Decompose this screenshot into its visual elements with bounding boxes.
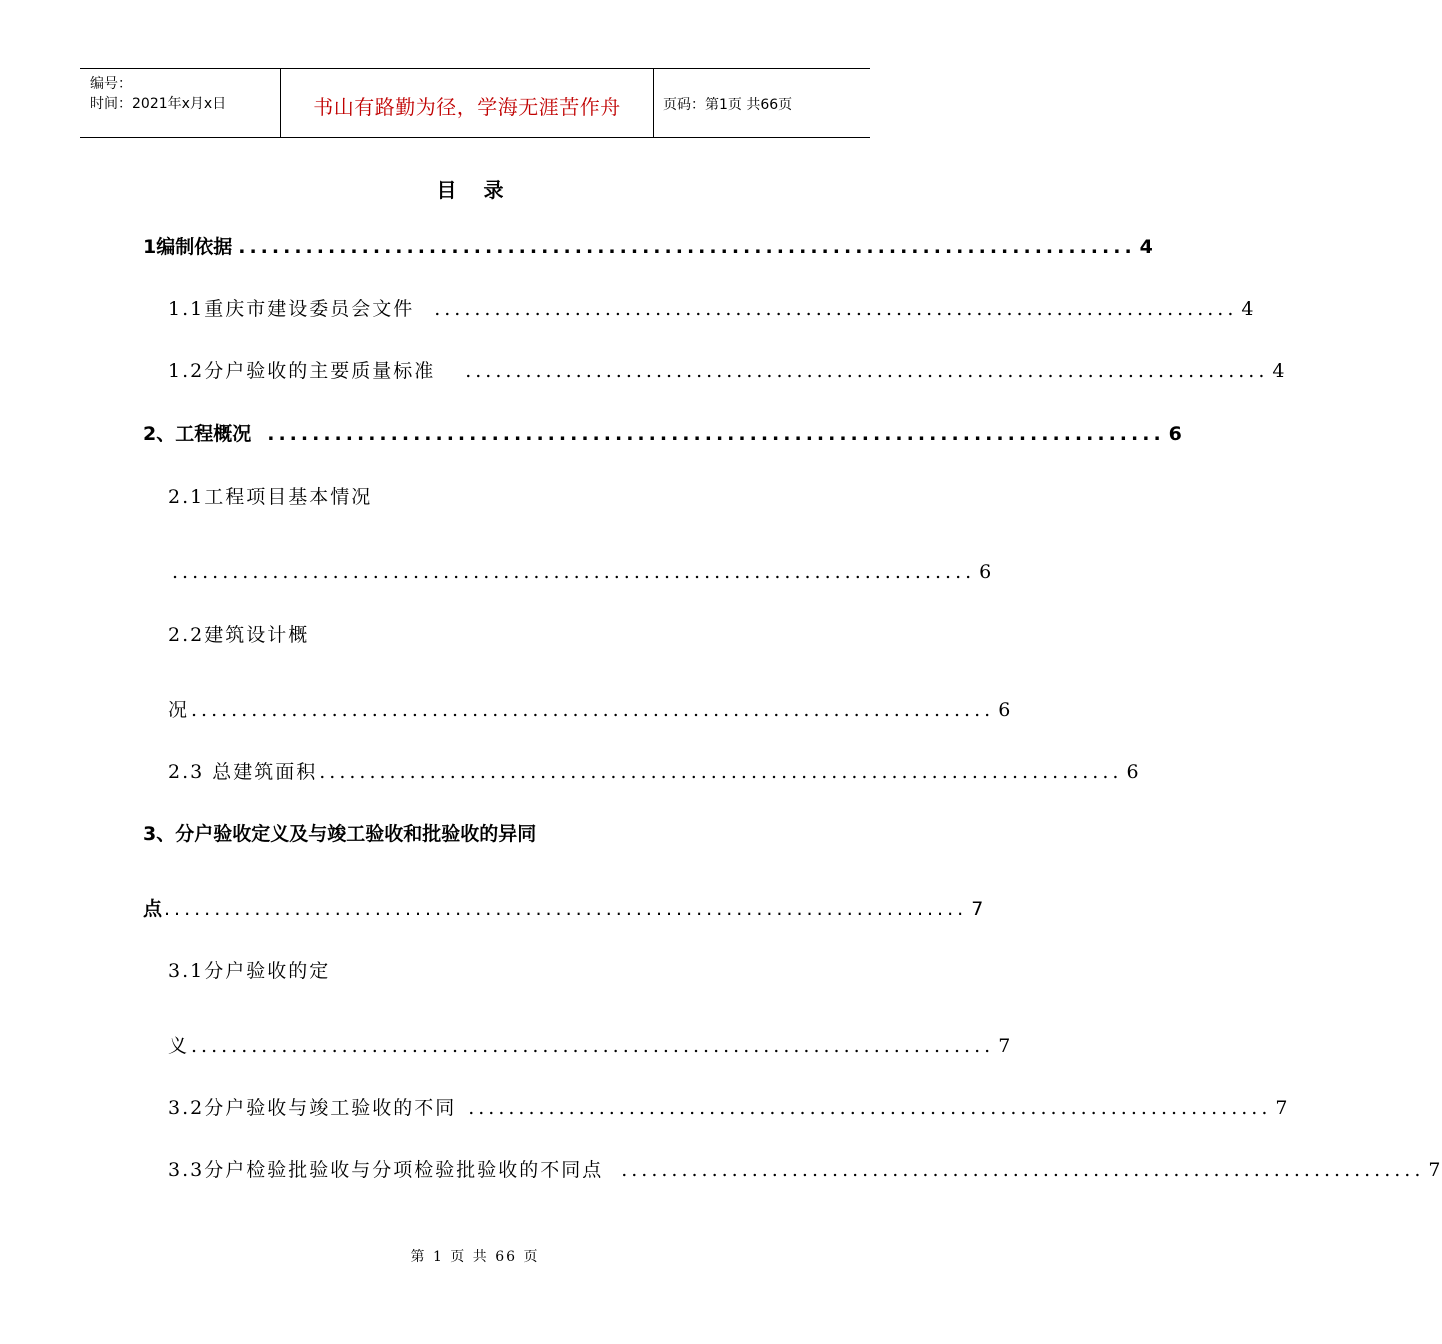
- toc-entry-page: 4: [1272, 360, 1287, 382]
- toc-entry-text: 1编制依据: [143, 236, 233, 258]
- toc-entry-text: 3.3分户检验批验收与分项检验批验收的不同点: [168, 1159, 604, 1181]
- toc-entry[interactable]: [168, 297, 1256, 321]
- toc-entry[interactable]: [168, 359, 1287, 383]
- motto-text: 书山有路勤为径，学海无涯苦作舟: [313, 95, 621, 119]
- toc-entry-text[interactable]: 2.1工程项目基本情况: [168, 486, 373, 508]
- toc-entry-page: 6: [1168, 423, 1182, 445]
- toc-entry[interactable]: [168, 760, 1141, 784]
- toc-entry-page: 6: [979, 561, 994, 583]
- toc-entry-text-continued: 况: [168, 699, 190, 721]
- toc-leader-dots: ................................................................................: [172, 561, 976, 583]
- toc-entry-page: 7: [971, 898, 984, 920]
- toc-entry-page: 7: [998, 1035, 1013, 1057]
- toc-entry-text[interactable]: 2.2建筑设计概: [168, 624, 310, 646]
- toc-entry-page: 4: [1139, 236, 1153, 258]
- document-date-label: 时间：2021年x月x日: [90, 96, 227, 112]
- toc-leader-dots: ................................................................................: [621, 1159, 1425, 1181]
- toc-entry-text: 2.3 总建筑面积: [168, 761, 318, 783]
- toc-entry[interactable]: [143, 235, 1153, 259]
- toc-entry[interactable]: [143, 897, 984, 921]
- toc-entry-text: 1.1重庆市建设委员会文件: [168, 298, 415, 320]
- toc-entry[interactable]: [143, 422, 1182, 446]
- toc-entry-text: 1.2分户验收的主要质量标准: [168, 360, 436, 382]
- header-page-cell: [653, 69, 870, 137]
- toc-entry-text: 2、工程概况: [143, 423, 252, 445]
- toc-entry-text-continued: 点: [143, 898, 163, 920]
- toc-leader-dots: ................................................................................: [434, 298, 1238, 320]
- toc-leader-dots: ................................................................................: [267, 423, 1165, 445]
- document-header: [80, 68, 870, 138]
- toc-leader-dots: ................................................................................: [164, 898, 968, 920]
- toc-entry[interactable]: [172, 560, 994, 584]
- toc-entry-text[interactable]: 3.1分户验收的定: [168, 960, 331, 982]
- header-page-info: 页码：第1页 共66页: [663, 97, 793, 113]
- header-motto-cell: [280, 69, 654, 137]
- toc-leader-dots: ................................................................................: [468, 1097, 1272, 1119]
- toc-entry-text: 3.2分户验收与竣工验收的不同: [168, 1097, 457, 1119]
- toc-leader-dots: ................................................................................: [465, 360, 1269, 382]
- toc-entry-page: 4: [1241, 298, 1256, 320]
- toc-entry[interactable]: [168, 1096, 1290, 1120]
- toc-entry-page: 7: [1275, 1097, 1290, 1119]
- page-footer: 第 1 页 共 66 页: [410, 1249, 540, 1265]
- toc-leader-dots: ................................................................................: [191, 1035, 995, 1057]
- toc-leader-dots: ................................................................................: [319, 761, 1123, 783]
- header-meta-cell: [80, 69, 280, 137]
- toc-entry-page: 6: [998, 699, 1013, 721]
- toc-entry-text[interactable]: 3、分户验收定义及与竣工验收和批验收的异同: [143, 823, 537, 845]
- toc-entry-text-continued: 义: [168, 1035, 190, 1057]
- toc-entry-page: 7: [1428, 1159, 1442, 1181]
- toc-entry[interactable]: [168, 1034, 1013, 1058]
- document-number-label: 编号：: [90, 76, 132, 92]
- toc-leader-dots: ................................................................................: [238, 236, 1136, 258]
- toc-entry-page: 6: [1126, 761, 1141, 783]
- toc-title: 目 录: [436, 178, 514, 202]
- toc-leader-dots: ................................................................................: [191, 699, 995, 721]
- toc-entry[interactable]: [168, 1158, 1442, 1182]
- toc-entry[interactable]: [168, 698, 1013, 722]
